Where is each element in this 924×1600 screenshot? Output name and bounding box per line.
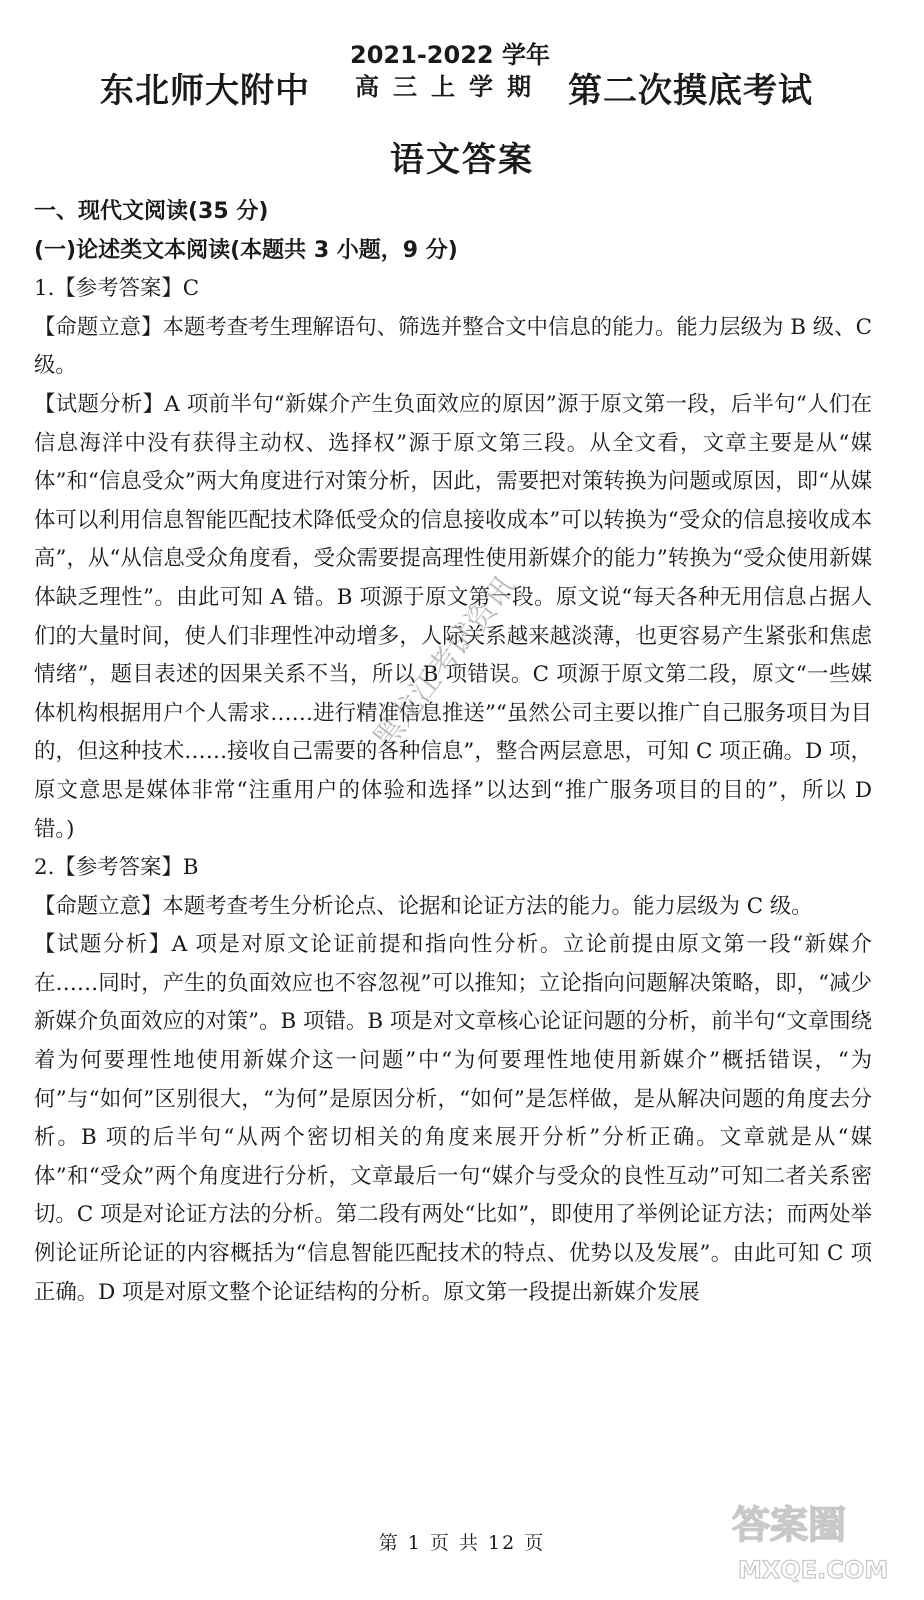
answer-content (34, 193, 872, 1312)
section-heading: 一、现代文阅读(35 分) (34, 199, 269, 224)
watermark-text: 黑龙江考试资讯 (366, 569, 524, 757)
analysis-paragraph: 【试题分析】A 项是对原文论证前提和指向性分析。立论前提由原文第一段“新媒介在……同时，产生的负面效应也不容忽视”可以推知；立论指向问题解决策略，即，“减少新媒介负面效应的对策”。B 项错。B 项是对文章核心论证问题的分析，前半句“文章围绕着为何要理性地使用新媒介这一问题”中“为何要理性地使用新媒介”概括错误，“为何”与“如何”区别很大，“为何”是原因分析，“如何”是怎样做，是从解决问题的角度去分析。B 项的后半句“从两个密切相关的角度来展开分析”分析正确。文章就是从“媒体”和“受众”两个角度进行分析，文章最后一句“媒介与受众的良性互动”可知二者关系密切。C 项是对论证方法的分析。第二段有两处“比如”，即使用了举例论证方法；而两处举例论证所论证的内容概括为“信息智能匹配技术的特点、优势以及发展”。由此可知 C 项正确。D 项是对原文整个论证结构的分析。原文第一段提出新媒介发展 (34, 932, 872, 1305)
logo-text: 答案圈 (732, 1503, 847, 1547)
answer-line: 2.【参考答案】B (34, 855, 199, 881)
academic-year: 2021-2022 学年 (350, 41, 550, 69)
logo-subtext: MXQE.COM (738, 1556, 889, 1584)
exam-header (100, 38, 840, 118)
document-title: 语文答案 (390, 140, 534, 180)
page-footer: 第 1 页 共 12 页 (378, 1532, 546, 1554)
term-block (345, 40, 555, 104)
school-name: 东北师大附中 (100, 71, 310, 111)
answer-line: 1.【参考答案】C (34, 276, 200, 302)
intent-paragraph: 【命题立意】本题考查考生分析论点、论据和论证方法的能力。能力层级为 C 级。 (34, 893, 813, 919)
subsection-heading: (一)论述类文本阅读(本题共 3 小题，9 分) (34, 237, 458, 263)
analysis-paragraph: 【试题分析】A 项前半句“新媒介产生负面效应的原因”源于原文第一段，后半句“人们在信息海洋中没有获得主动权、选择权”源于原文第三段。从全文看，文章主要是从“媒体”和“信息受众”两大角度进行对策分析，因此，需要把对策转换为问题或原因，即“从媒体可以利用信息智能匹配技术降低受众的信息接收成本”可以转换为“受众的信息接收成本高”，从“从信息受众角度看，受众需要提高理性使用新媒介的能力”转换为“受众使用新媒体缺乏理性”。由此可知 A 错。B 项源于原文第一段。原文说“每天各种无用信息占据人们的大量时间，使人们非理性冲动增多，人际关系越来越淡薄，也更容易产生紧张和焦虑情绪”，题目表述的因果关系不当，所以 B 项错误。C 项源于原文第二段，原文“一些媒体机构根据用户个人需求……进行精准信息推送”“虽然公司主要以推广自己服务项目为目的，但这种技术……接收自己需要的各种信息”，整合两层意思，可知 C 项正确。D 项，原文意思是媒体非常“注重用户的体验和选择”以达到“推广服务项目的目的”，所以 D 错。) (34, 391, 872, 842)
intent-paragraph: 【命题立意】本题考查考生理解语句、筛选并整合文中信息的能力。能力层级为 B 级、C 级。 (34, 314, 872, 379)
exam-name: 第二次摸底考试 (568, 71, 813, 111)
semester: 高三上学期 (355, 73, 545, 101)
